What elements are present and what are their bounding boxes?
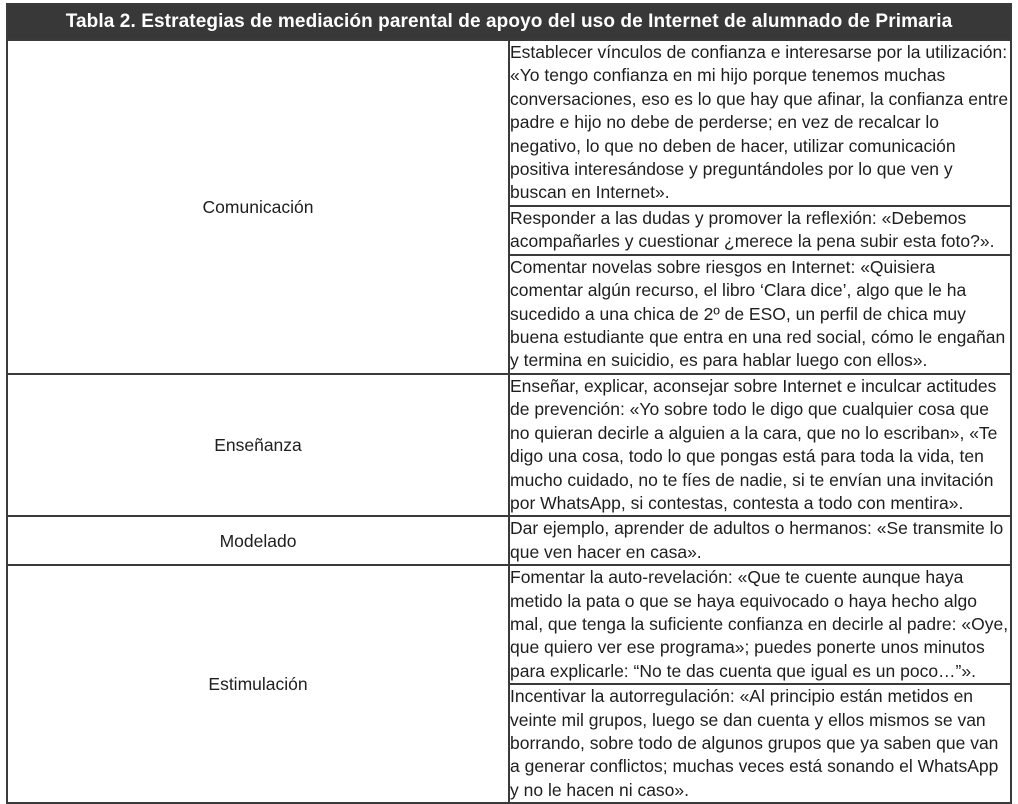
category-comunicacion: Comunicación <box>7 40 509 374</box>
title-row <box>7 4 1011 40</box>
table-title: Tabla 2. Estrategias de mediación parental de apoyo del uso de Internet de alumnado de Primaria <box>7 4 1011 40</box>
category-ensenanza: Enseñanza <box>7 374 509 516</box>
strategies-table <box>6 3 1012 804</box>
table-row <box>7 565 1011 684</box>
strategy-text: Responder a las dudas y promover la reflexión: «Debemos acompañarles y cuestionar ¿merece la pena subir esta foto?». <box>509 206 1011 255</box>
strategy-text: Fomentar la auto-revelación: «Que te cuente aunque haya metido la pata o que se haya equivocado o haya hecho algo mal, que tenga la suficiente confianza en decirle al padre: «Oye, que quiero ver ese programa»; puedes ponerte unos minutos para explicarle: “No te das cuenta que igual es un poco…”». <box>509 565 1011 684</box>
category-estimulacion: Estimulación <box>7 565 509 803</box>
category-modelado: Modelado <box>7 516 509 565</box>
table-row <box>7 374 1011 516</box>
strategy-text: Comentar novelas sobre riesgos en Internet: «Quisiera comentar algún recurso, el libro ‘Clara dice’, algo que le ha sucedido a una chica de 2º de ESO, un perfil de chica muy buena estudiante que entra en una red social, cómo le engañan y termina en suicidio, es para hablar luego con ellos». <box>509 255 1011 374</box>
strategy-text: Incentivar la autorregulación: «Al principio están metidos en veinte mil grupos, luego se dan cuenta y ellos mismos se van borrando, sobre todo de algunos grupos que ya saben que van a generar conflictos; muchas veces está sonando el WhatsApp y no le hacen ni caso». <box>509 684 1011 803</box>
table-row <box>7 516 1011 565</box>
table-row <box>7 40 1011 206</box>
strategy-text: Establecer vínculos de confianza e interesarse por la utilización: «Yo tengo confianza en mi hijo porque tenemos muchas conversaciones, eso es lo que hay que afinar, la confianza entre padre e hijo no debe de perderse; en vez de recalcar lo negativo, lo que no deben de hacer, utilizar comunicación positiva interesándose y preguntándoles por lo que ven y buscan en Internet». <box>509 40 1011 206</box>
strategy-text: Dar ejemplo, aprender de adultos o hermanos: «Se transmite lo que ven hacer en casa». <box>509 516 1011 565</box>
strategy-text: Enseñar, explicar, aconsejar sobre Internet e inculcar actitudes de prevención: «Yo sobre todo le digo que cualquier cosa que no quieran decirle a alguien a la cara, que no lo escriban», «Te digo una cosa, todo lo que pongas está para toda la vida, ten mucho cuidado, no te fíes de nadie, si te envían una invitación por WhatsApp, si contestas, contesta a todo con mentira». <box>509 374 1011 516</box>
